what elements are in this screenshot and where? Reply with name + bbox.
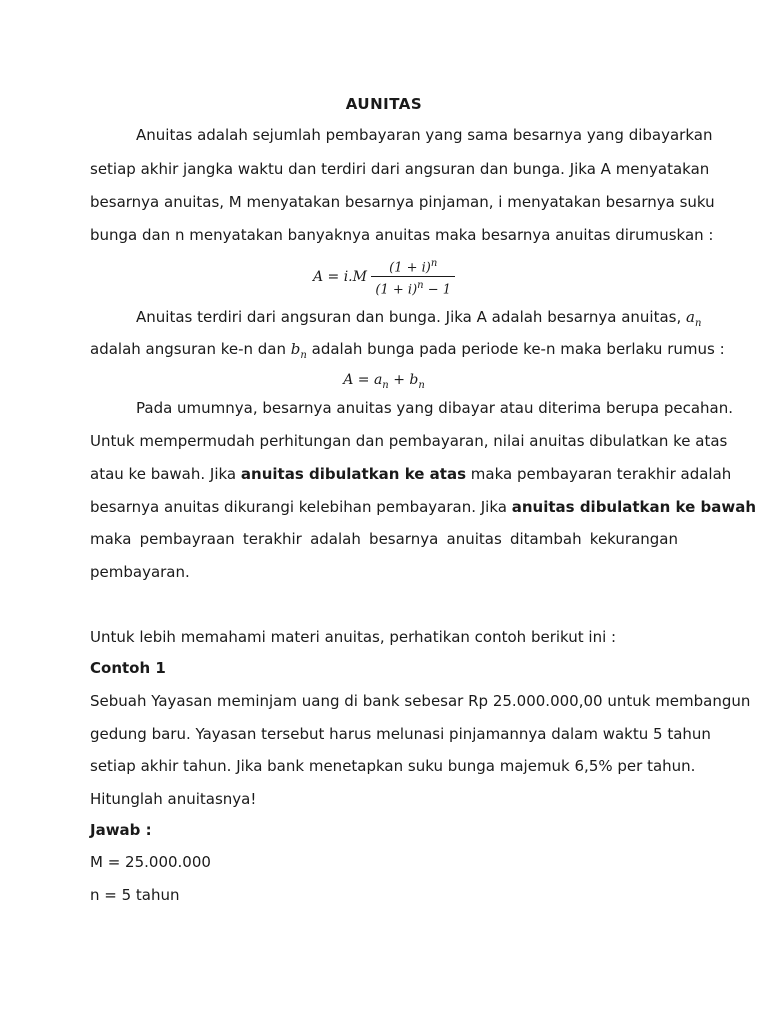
paragraph-3-line-3: atau ke bawah. Jika anuitas dibulatkan ke atas maka pembayaran terakhir adalah xyxy=(90,465,732,483)
paragraph-3-line-6: pembayaran. xyxy=(90,563,190,581)
paragraph-1-line-2: setiap akhir jangka waktu dan terdiri dari angsuran dan bunga. Jika A menyatakan xyxy=(90,160,710,178)
annuity-formula-fraction xyxy=(371,255,455,299)
answer-heading: Jawab : xyxy=(90,821,152,839)
answer-line-m: M = 25.000.000 xyxy=(90,853,211,871)
annuity-sum-formula: $A = a_n + b_n$ xyxy=(343,372,425,391)
paragraph-3-line-4: besarnya anuitas dikurangi kelebihan pembayaran. Jika anuitas dibulatkan ke bawah xyxy=(90,498,757,516)
example-line-1: Sebuah Yayasan meminjam uang di bank sebesar Rp 25.000.000,00 untuk membangun xyxy=(90,692,751,710)
page-title: AUNITAS xyxy=(345,95,423,113)
fraction-denominator: $(1 + i)^n - 1$ xyxy=(375,280,452,298)
paragraph-2-line-1: Anuitas terdiri dari angsuran dan bunga. Jika A adalah besarnya anuitas, $a_n$ xyxy=(136,308,702,329)
example-line-2: gedung baru. Yayasan tersebut harus melunasi pinjamannya dalam waktu 5 tahun xyxy=(90,725,711,743)
paragraph-1-line-4: bunga dan n menyatakan banyaknya anuitas maka besarnya anuitas dirumuskan : xyxy=(90,226,714,244)
paragraph-1-line-3: besarnya anuitas, M menyatakan besarnya pinjaman, i menyatakan besarnya suku xyxy=(90,193,715,211)
paragraph-3-line-2: Untuk mempermudah perhitungan dan pembayaran, nilai anuitas dibulatkan ke atas xyxy=(90,432,728,450)
fraction-numerator: $(1 + i)^n$ xyxy=(371,255,455,277)
example-heading: Contoh 1 xyxy=(90,659,166,677)
paragraph-2-line-2: adalah angsuran ke-n dan $b_n$ adalah bunga pada periode ke-n maka berlaku rumus : xyxy=(90,340,725,361)
paragraph-3-line-1: Pada umumnya, besarnya anuitas yang dibayar atau diterima berupa pecahan. xyxy=(136,399,734,417)
bold-phrase-rounded-up: anuitas dibulatkan ke atas xyxy=(240,465,467,483)
intro-text: Untuk lebih memahami materi anuitas, perhatikan contoh berikut ini : xyxy=(90,628,617,646)
annuity-formula-lhs: A = i.M xyxy=(312,268,367,285)
example-line-3: setiap akhir tahun. Jika bank menetapkan suku bunga majemuk 6,5% per tahun. xyxy=(90,757,696,775)
paragraph-1-line-1: Anuitas adalah sejumlah pembayaran yang sama besarnya yang dibayarkan xyxy=(136,126,713,144)
example-line-4: Hitunglah anuitasnya! xyxy=(90,790,257,808)
paragraph-3-line-5: maka pembayraan terakhir adalah besarnya anuitas ditambah kekurangan xyxy=(90,530,678,548)
answer-line-n: n = 5 tahun xyxy=(90,886,180,904)
annuity-formula xyxy=(0,255,768,299)
bold-phrase-rounded-down: anuitas dibulatkan ke bawah xyxy=(511,498,757,516)
